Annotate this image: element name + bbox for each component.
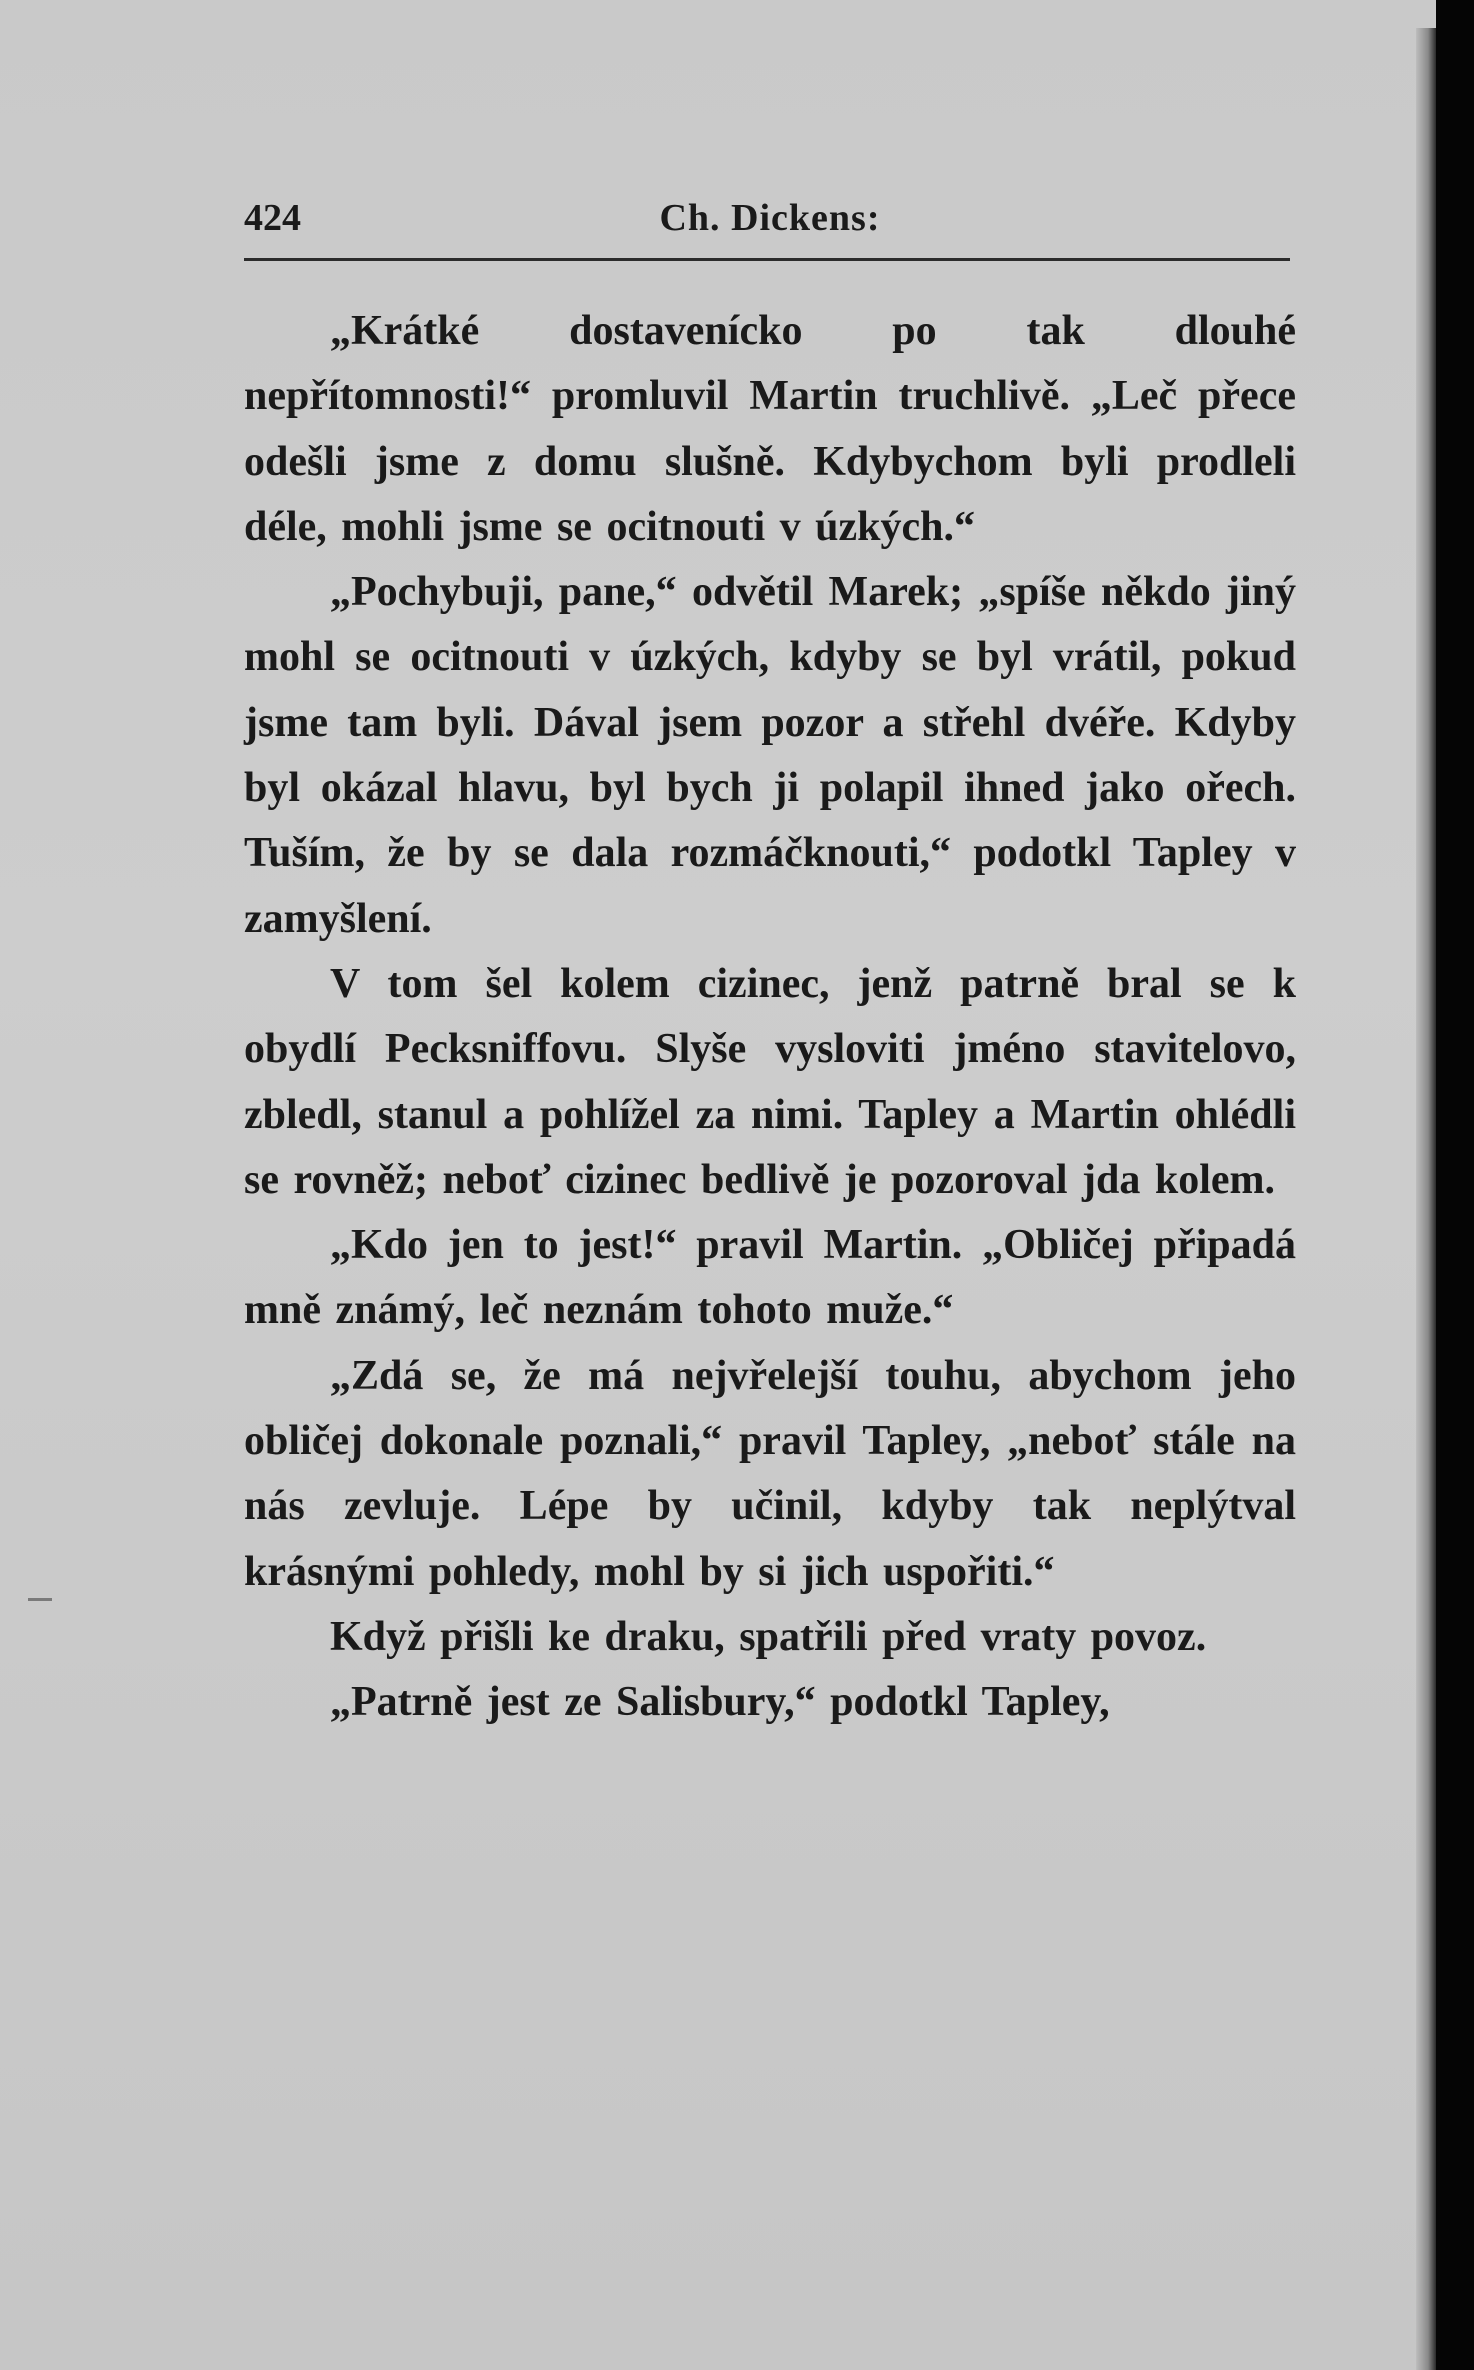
margin-mark [28, 1598, 52, 1601]
page-number: 424 [244, 197, 301, 239]
header-rule [244, 258, 1290, 261]
paragraph: „Kdo jen to jest!“ pravil Martin. „Obličej připadá mně známý, leč neznám tohoto muže.“ [244, 1222, 1296, 1334]
body-text [244, 299, 1296, 1736]
running-title: Ch. Dickens: [659, 197, 881, 239]
paragraph: V tom šel kolem cizinec, jenž patrně bral se k obydlí Pecksniffovu. Slyše vysloviti jméno stavitelovo, zbledl, stanul a pohlížel za nimi. Tapley a Martin ohlédli se rovněž; neboť cizinec bedlivě je pozoroval jda kolem. [244, 960, 1296, 1203]
page-edge [1416, 28, 1436, 2370]
text-block [244, 190, 1296, 1736]
paragraph: „Patrně jest ze Salisbury,“ podotkl Tapley, [330, 1679, 1110, 1726]
paragraph: „Krátké dostavenícko po tak dlouhé nepřítomnosti!“ promluvil Martin truchlivě. „Leč přece odešli jsme z domu slušně. Kdybychom byli prodleli déle, mohli jsme se ocitnouti v úzkých.“ [244, 308, 1296, 550]
scan-border-shadow [1436, 0, 1474, 2370]
running-head [244, 190, 1296, 246]
paragraph: „Zdá se, že má nejvřelejší touhu, abychom jeho obličej dokonale poznali,“ pravil Tapley, „neboť stále na nás zevluje. Lépe by učinil, kdyby tak neplýtval krásnými pohledy, mohl by si jich uspořiti.“ [244, 1352, 1296, 1595]
paragraph: „Pochybuji, pane,“ odvětil Marek; „spíše někdo jiný mohl se ocitnouti v úzkých, kdyby se byl vrátil, pokud jsme tam byli. Dával jsem pozor a střehl dvéře. Kdyby byl okázal hlavu, byl bych ji polapil ihned jako ořech. Tuším, že by se dala rozmáčknouti,“ podotkl Tapley v zamyšlení. [244, 569, 1296, 942]
paragraph: Když přišli ke draku, spatřili před vraty povoz. [330, 1613, 1207, 1660]
